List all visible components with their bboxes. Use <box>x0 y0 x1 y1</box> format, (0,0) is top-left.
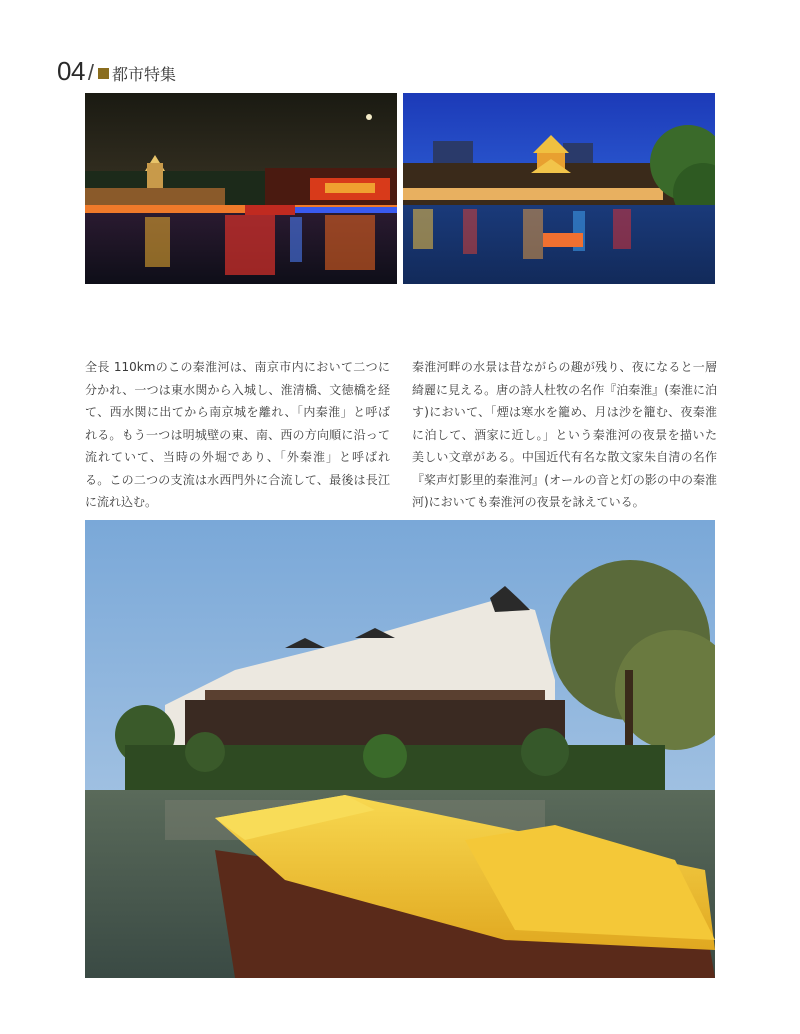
page-header <box>57 56 176 87</box>
article-column-left <box>85 356 390 514</box>
article-column-right <box>412 356 717 514</box>
dusk-river-photo-right <box>403 93 715 284</box>
article-paragraph-left: 全長 110kmのこの秦淮河は、南京市内において二つに分かれ、一つは東水関から入城し、淮清橋、文徳橋を経て、西水関に出てから南京城を離れ、「内秦淮」と呼ばれる。もう一つは明城壁の東、南、西の方向順に沿って流れていて、当時の外堀であり、「外秦淮」と呼ばれる。この二つの支流は水西門外に合流して、最後は長江に流れ込む。 <box>85 360 390 509</box>
riverside-building-boat-photo <box>85 520 715 978</box>
section-square-icon <box>98 68 109 79</box>
page-number: 04 <box>57 56 85 86</box>
article-paragraph-right: 秦淮河畔の水景は昔ながらの趣が残り、夜になると一層綺麗に見える。唐の詩人杜牧の名作『泊秦淮』(秦淮に泊す)において、「煙は寒水を籠め、月は沙を籠む、夜秦淮に泊して、酒家に近し。」という秦淮河の夜景を描いた美しい文章がある。中国近代有名な散文家朱自清の名作『桨声灯影里的秦淮河』(オールの音と灯の影の中の秦淮河)においても秦淮河の夜景を詠えている。 <box>412 360 717 509</box>
section-title: 都市特集 <box>112 65 177 84</box>
night-river-photo-left <box>85 93 397 284</box>
header-slash: / <box>87 60 95 85</box>
